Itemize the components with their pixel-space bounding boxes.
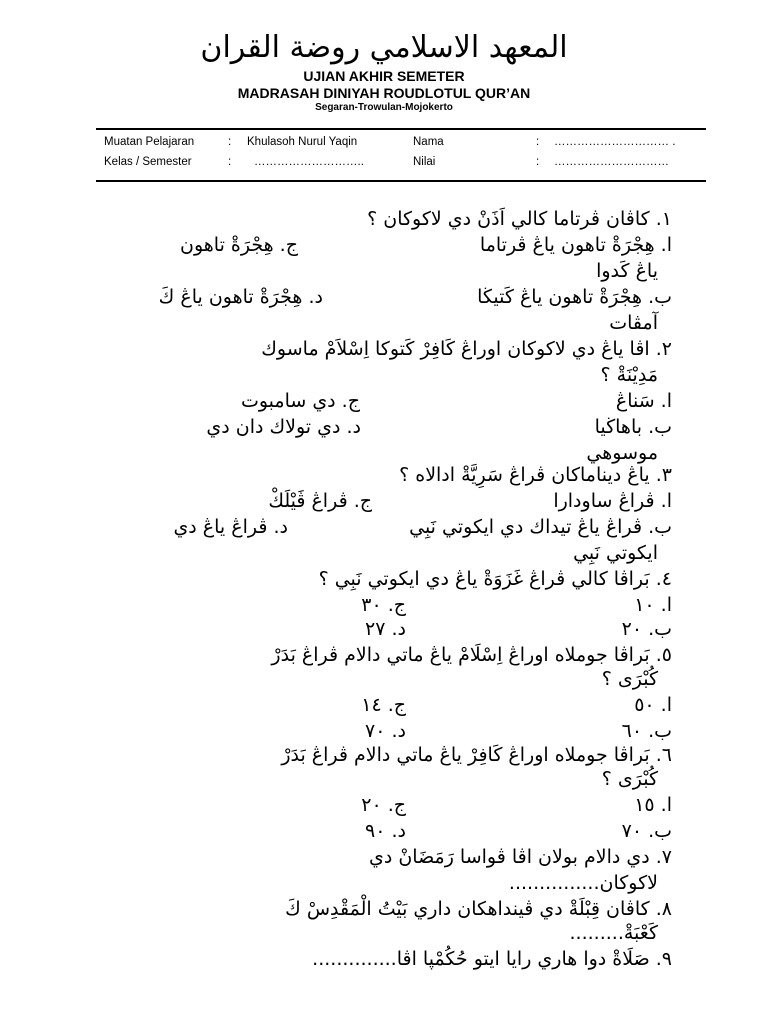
grade-field[interactable]: …………………………	[554, 156, 669, 168]
subject-value: Khulasoh Nurul Yaqin	[247, 136, 358, 148]
name-field[interactable]: ………………………… .	[554, 136, 676, 148]
question-2: ٢. اڤا ياڠ دي لاكوكان اوراڠ كَافِرْ كَتوكا اِسْلاَمْ ماسوك	[261, 338, 672, 360]
q1-option-b: ب. هِجْرَةْ تاهون ياڠ كَتيڬا	[477, 286, 672, 308]
q1-option-d-cont: آمڤات	[609, 312, 658, 334]
q3-option-a: ا. ڤراڠ ساودارا	[553, 490, 672, 512]
grade-label: Nilai	[413, 156, 436, 168]
question-2-cont: مَدِيْنَةْ ؟	[600, 364, 658, 386]
q3-option-d-cont: ايكوتي نَبِي	[573, 542, 658, 564]
q5-option-b: ب. ٦٠	[621, 720, 672, 742]
class-label: Kelas / Semester	[104, 156, 192, 168]
q1-option-c: ج. هِجْرَةْ تاهون	[180, 234, 298, 256]
question-9: ٩. صَلَاةْ دوا هاري رايا ايتو حُكُمْڽا اڤا..............	[312, 948, 672, 970]
q6-option-c: ج. ٢٠	[361, 794, 406, 816]
class-colon: :	[228, 156, 232, 168]
q3-option-d: د. ڤراڠ ياڠ دي	[173, 516, 288, 538]
question-3: ٣. ياڠ ديناماكان ڤراڠ سَرِيَّةْ ادالاه ؟	[399, 464, 672, 486]
q6-option-a: ا. ١٥	[634, 794, 672, 816]
school-arabic-title: المعهد الاسلامي روضة القران	[200, 30, 568, 65]
subject-label: Muatan Pelajaran	[104, 136, 195, 148]
question-5: ٥. بَراڤا جوملاه اوراڠ اِسْلَامْ ياڠ ماتي دالام ڤراڠ بَدَرْ	[271, 644, 672, 666]
q2-option-d: د. دي تولاك دان دي	[206, 416, 361, 438]
question-7: ٧. دي دالام بولان اڤا ڤواسا رَمَضَانْ دي	[368, 846, 672, 868]
q1-option-d: د. هِجْرَةْ تاهون ياڠ كَ	[158, 286, 323, 308]
exam-title: UJIAN AKHIR SEMETER	[303, 68, 465, 84]
student-info-box	[96, 128, 706, 182]
q2-option-b: ب. باهاڬيا	[594, 416, 672, 438]
subject-colon: :	[228, 136, 232, 148]
q1-option-c-cont: ياڠ كَدوا	[596, 260, 658, 282]
q5-option-a: ا. ٥٠	[634, 694, 672, 716]
q4-option-c: ج. ٣٠	[361, 594, 406, 616]
question-4: ٤. بَراڤا كالي ڤراڠ غَزَوَةْ ياڠ دي ايكوتي نَبِي ؟	[318, 568, 672, 590]
q2-option-d-cont: موسوهي	[586, 442, 658, 464]
q3-option-b: ب. ڤراڠ ياڠ تيداك دي ايكوتي نَبِي	[409, 516, 672, 538]
q6-option-d: د. ٩٠	[365, 820, 406, 842]
question-6: ٦. بَراڤا جوملاه اوراڠ كَافِرْ ياڠ ماتي دالام ڤراڠ بَدَرْ	[281, 744, 672, 766]
q6-option-b: ب. ٧٠	[621, 820, 672, 842]
class-field[interactable]: ………………………..	[254, 156, 364, 168]
info-row-1	[96, 136, 706, 154]
question-7-cont: لاكوكان...............	[508, 872, 658, 894]
q4-option-b: ب. ٢٠	[621, 618, 672, 640]
q2-option-a: ا. سَناڠ	[615, 390, 672, 412]
q3-option-c: ج. ڤراڠ ڤَيْلَكْ	[268, 490, 372, 512]
madrasah-address: Segaran-Trowulan-Mojokerto	[315, 102, 453, 113]
madrasah-name: MADRASAH DINIYAH ROUDLOTUL QUR’AN	[237, 85, 531, 101]
question-1: ١. كاڤان ڤرتاما كالي اَذَنْ دي لاكوكان ؟	[367, 208, 672, 230]
q5-option-c: ج. ١٤	[361, 694, 406, 716]
info-row-2	[96, 156, 706, 174]
question-6-cont: كُبْرَى ؟	[601, 768, 658, 790]
q5-option-d: د. ٧٠	[365, 720, 406, 742]
name-label: Nama	[413, 136, 444, 148]
q4-option-a: ا. ١٠	[634, 594, 672, 616]
grade-colon: :	[536, 156, 540, 168]
question-8-cont: كَعْبَةْ.........	[569, 922, 658, 944]
q4-option-d: د. ٢٧	[365, 618, 406, 640]
q1-option-a: ا. هِجْرَةْ تاهون ياڠ ڤرتاما	[479, 234, 672, 256]
question-5-cont: كُبْرَى ؟	[601, 668, 658, 690]
question-8: ٨. كاڤان قِبْلَةْ دي ڤينداهكان داري بَيْتُ الْمَقْدِسْ كَ	[285, 898, 672, 920]
name-colon: :	[536, 136, 540, 148]
q2-option-c: ج. دي سامبوت	[240, 390, 360, 412]
